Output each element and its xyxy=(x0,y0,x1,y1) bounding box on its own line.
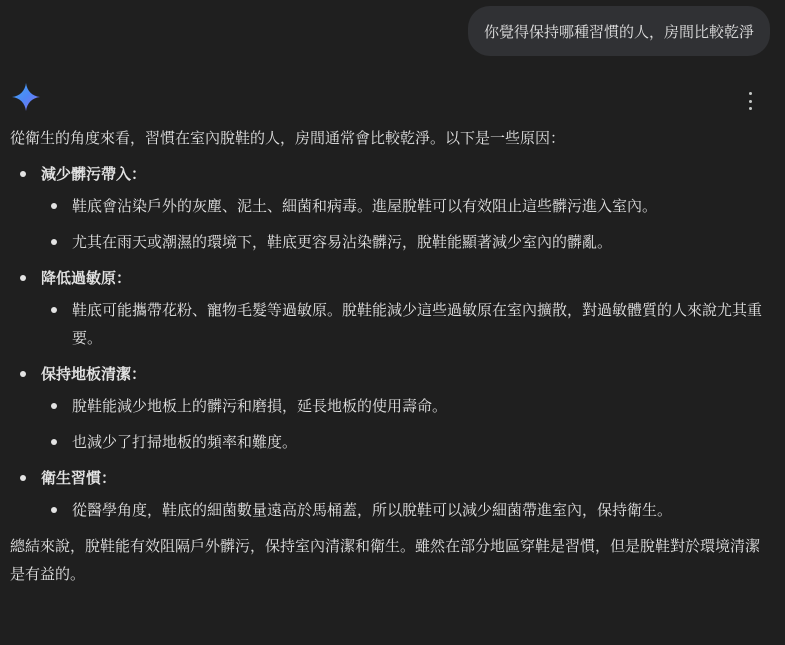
reasons-list xyxy=(10,160,770,524)
section-heading: 減少髒污帶入： xyxy=(41,165,147,183)
user-message-text: 你覺得保持哪種習慣的人，房間比較乾淨 xyxy=(483,22,754,41)
assistant-response xyxy=(10,124,770,588)
list-item xyxy=(10,464,770,524)
list-item: 鞋底可能攜帶花粉、寵物毛髮等過敏原。脫鞋能減少這些過敏原在室內擴散，對過敏體質的人來說尤其重要。 xyxy=(41,296,770,352)
sub-list xyxy=(41,496,770,524)
list-item xyxy=(10,264,770,352)
section-heading: 降低過敏原： xyxy=(41,269,132,287)
list-item xyxy=(10,160,770,256)
list-item: 從醫學角度，鞋底的細菌數量遠高於馬桶蓋，所以脫鞋可以減少細菌帶進室內，保持衛生。 xyxy=(41,496,770,524)
list-item: 也減少了打掃地板的頻率和難度。 xyxy=(41,428,770,456)
more-vert-icon[interactable] xyxy=(745,92,755,110)
gemini-sparkle-icon xyxy=(11,82,41,112)
list-item: 尤其在雨天或潮濕的環境下，鞋底更容易沾染髒污，脫鞋能顯著減少室內的髒亂。 xyxy=(41,228,770,256)
response-summary: 總結來說，脫鞋能有效阻隔戶外髒污，保持室內清潔和衛生。雖然在部分地區穿鞋是習慣，但是脫鞋對於環境清潔是有益的。 xyxy=(10,537,761,583)
response-intro: 從衛生的角度來看，習慣在室內脫鞋的人，房間通常會比較乾淨。以下是一些原因： xyxy=(10,129,566,147)
section-heading: 保持地板清潔： xyxy=(41,365,147,383)
user-message-bubble xyxy=(468,6,770,56)
sub-list xyxy=(41,296,770,352)
list-item xyxy=(10,360,770,456)
section-heading: 衛生習慣： xyxy=(41,469,117,487)
sub-list xyxy=(41,192,770,256)
list-item: 鞋底會沾染戶外的灰塵、泥土、細菌和病毒。進屋脫鞋可以有效阻止這些髒污進入室內。 xyxy=(41,192,770,220)
sub-list xyxy=(41,392,770,456)
list-item: 脫鞋能減少地板上的髒污和磨損，延長地板的使用壽命。 xyxy=(41,392,770,420)
